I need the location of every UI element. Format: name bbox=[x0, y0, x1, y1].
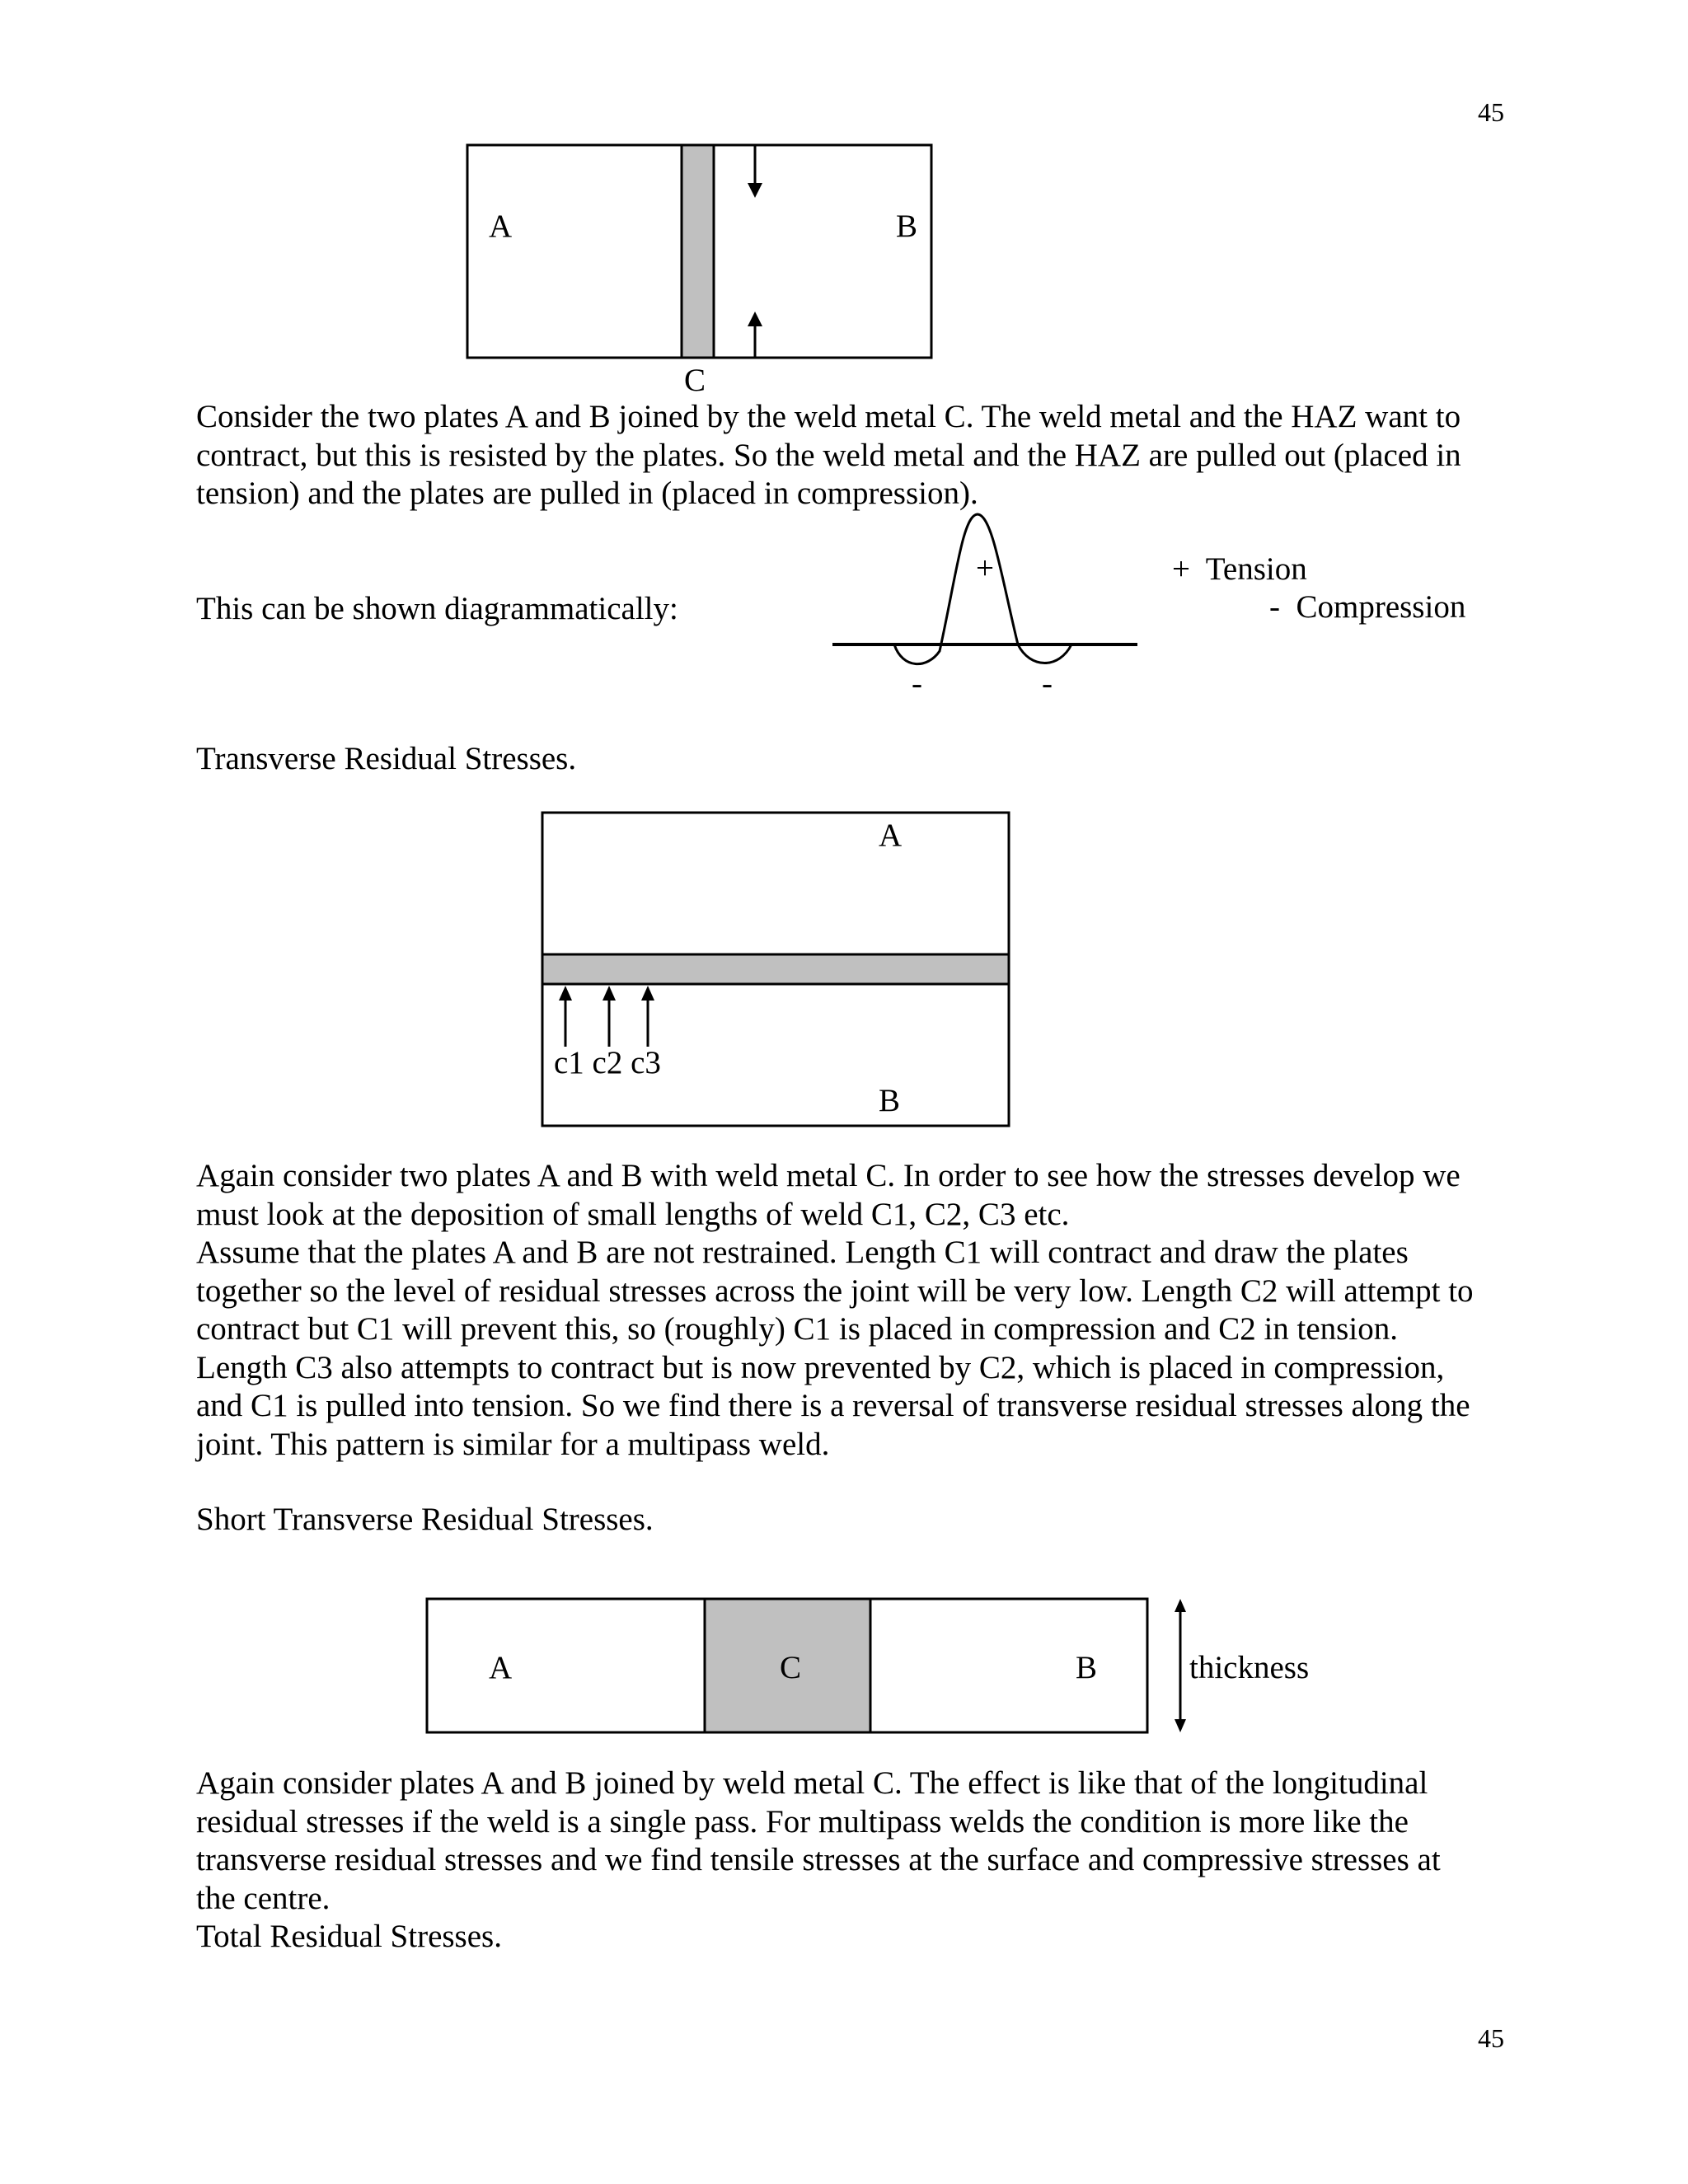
figure3-label-a: A bbox=[489, 1650, 513, 1685]
figure2-label-c1c2c3: c1 c2 c3 bbox=[554, 1045, 661, 1080]
stress-plot bbox=[832, 514, 1137, 664]
stress-plot-minus-left: - bbox=[912, 666, 922, 701]
paragraph-short-transverse bbox=[196, 1765, 1556, 1957]
legend-tension: + Tension bbox=[1172, 551, 1307, 587]
text-line: Consider the two plates A and B joined by the weld metal C. The weld metal and the HAZ want to bbox=[196, 399, 1461, 434]
text-line: contract, but this is resisted by the plates. So the weld metal and the HAZ are pulled out (placed in bbox=[196, 437, 1461, 473]
text-line: tension) and the plates are pulled in (placed in compression). bbox=[196, 476, 978, 511]
figure3-label-b: B bbox=[1076, 1650, 1098, 1685]
paragraph-longitudinal bbox=[196, 398, 1556, 513]
figure2-weld-strip bbox=[542, 954, 1009, 984]
thickness-arrowhead-bottom bbox=[1175, 1719, 1186, 1732]
text-line: together so the level of residual stresses across the joint will be very low. Length C2 will attempt to bbox=[196, 1272, 1474, 1309]
figure2-label-a: A bbox=[879, 818, 903, 853]
text-line: transverse residual stresses and we find tensile stresses at the surface and compressive stresses at bbox=[196, 1842, 1441, 1877]
stress-plot-plus: + bbox=[976, 551, 994, 586]
figure3-label-c: C bbox=[780, 1650, 802, 1685]
figure1-weld-strip bbox=[682, 145, 714, 358]
thickness-arrowhead-top bbox=[1175, 1599, 1186, 1612]
text-line: Length C3 also attempts to contract but is now prevented by C2, which is placed in compression, bbox=[196, 1349, 1445, 1385]
page-number-bottom: 45 bbox=[1478, 2023, 1504, 2053]
text-line: contract but C1 will prevent this, so (roughly) C1 is placed in compression and C2 in tension. bbox=[196, 1311, 1398, 1347]
stress-plot-curve bbox=[894, 514, 1071, 664]
figure1-label-c: C bbox=[684, 363, 706, 398]
heading-short-transverse: Short Transverse Residual Stresses. bbox=[196, 1502, 654, 1537]
figure1-label-b: B bbox=[896, 209, 918, 244]
figure1-label-a: A bbox=[489, 209, 513, 244]
text-line: must look at the deposition of small lengths of weld C1, C2, C3 etc. bbox=[196, 1196, 1070, 1232]
text-line: the centre. bbox=[196, 1880, 331, 1916]
text-line: joint. This pattern is similar for a multipass weld. bbox=[196, 1426, 830, 1462]
text-line: Assume that the plates A and B are not restrained. Length C1 will contract and draw the plates bbox=[196, 1235, 1409, 1270]
figure2-label-b: B bbox=[879, 1083, 901, 1118]
heading-transverse: Transverse Residual Stresses. bbox=[196, 741, 577, 776]
text-line: Total Residual Stresses. bbox=[196, 1919, 502, 1954]
figure3-label-thickness: thickness bbox=[1189, 1650, 1310, 1685]
figure3-short-transverse bbox=[427, 1599, 1186, 1732]
stress-plot-minus-right: - bbox=[1042, 666, 1053, 701]
paragraph-transverse bbox=[196, 1157, 1556, 1464]
diagram-intro: This can be shown diagrammatically: bbox=[196, 591, 678, 626]
text-line: residual stresses if the weld is a single pass. For multipass welds the condition is more like the bbox=[196, 1803, 1409, 1840]
legend-compression: - Compression bbox=[1269, 589, 1466, 625]
text-line: and C1 is pulled into tension. So we find there is a reversal of transverse residual stresses along the bbox=[196, 1388, 1470, 1423]
figure1-longitudinal bbox=[467, 145, 931, 358]
text-line: Again consider plates A and B joined by weld metal C. The effect is like that of the longitudinal bbox=[196, 1765, 1428, 1801]
text-line: Again consider two plates A and B with weld metal C. In order to see how the stresses develop we bbox=[196, 1158, 1461, 1193]
page-number-top: 45 bbox=[1478, 97, 1504, 127]
